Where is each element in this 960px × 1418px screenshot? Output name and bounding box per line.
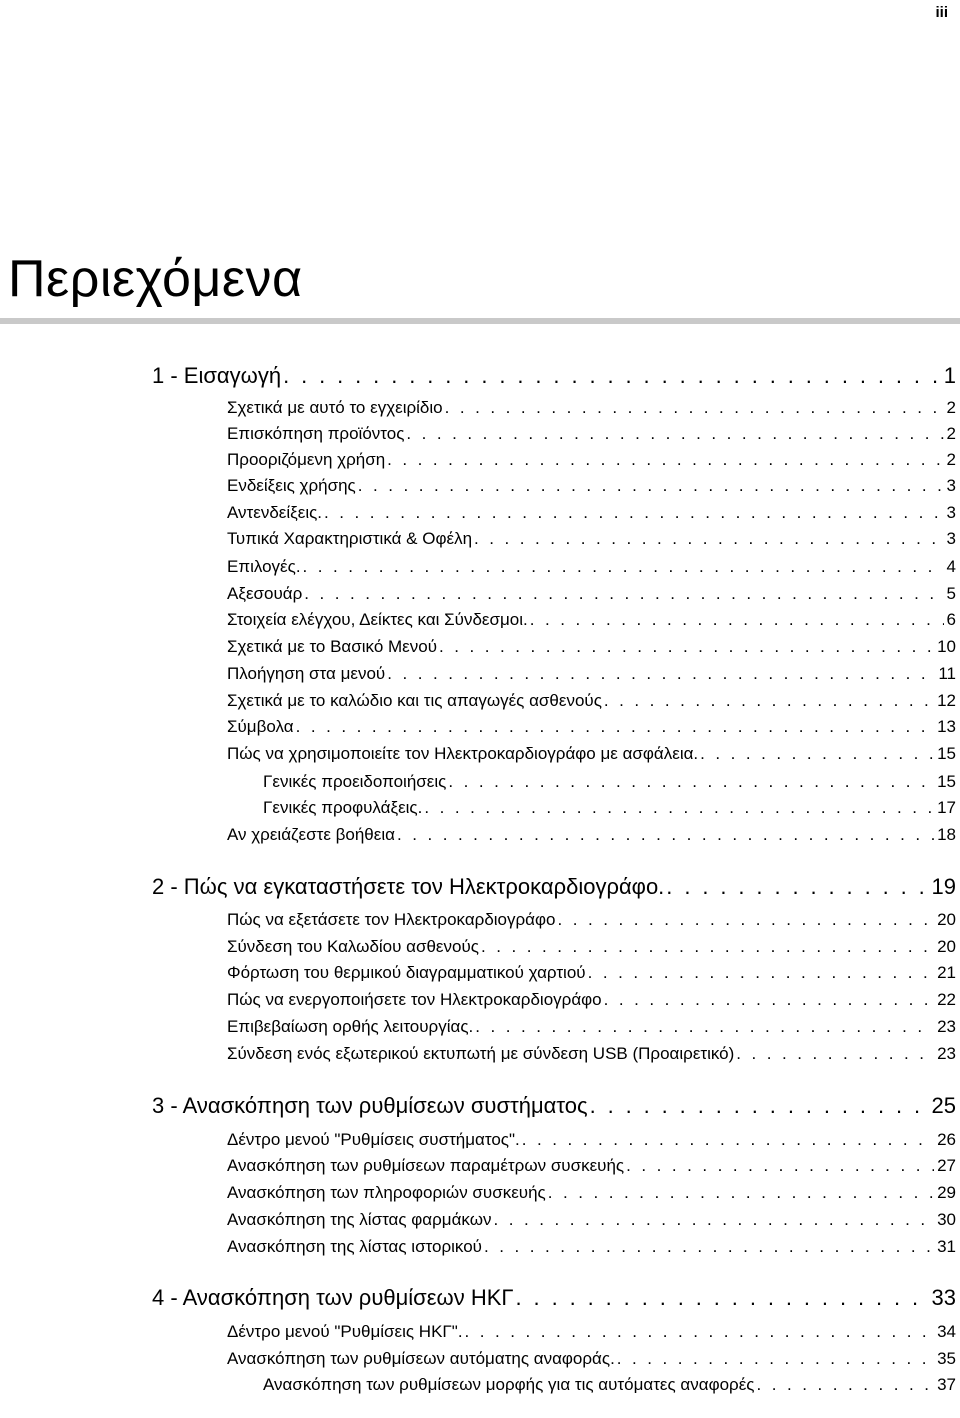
toc-entry[interactable] — [227, 1347, 960, 1371]
toc-entry-page: 12 — [937, 691, 956, 710]
toc-entry-label: Ανασκόπηση των ρυθμίσεων αυτόματης αναφοράς. — [227, 1349, 615, 1368]
toc-entry-label: Σύμβολα — [227, 717, 294, 736]
toc-entry-page: 37 — [937, 1375, 956, 1394]
toc-dot-leader — [406, 422, 943, 446]
toc-entry-label: Πλοήγηση στα μενού — [227, 664, 386, 683]
toc-entry-page: 17 — [937, 798, 956, 817]
toc-dot-leader — [304, 582, 943, 606]
toc-dot-leader — [424, 796, 934, 820]
toc-entry-page: 35 — [937, 1349, 956, 1368]
toc-entry[interactable] — [263, 796, 960, 820]
toc-entry[interactable] — [227, 501, 960, 525]
toc-dot-leader — [448, 770, 934, 794]
toc-entry[interactable] — [227, 396, 960, 420]
toc-entry-label: 1 - Εισαγωγή — [152, 363, 282, 388]
toc-entry[interactable] — [227, 608, 960, 632]
toc-entry[interactable] — [227, 1154, 960, 1178]
toc-entry-label: Σχετικά με το Βασικό Μενού — [227, 637, 437, 656]
toc-entry[interactable] — [227, 1235, 960, 1259]
toc-dot-leader — [530, 608, 944, 632]
toc-entry-page: 3 — [946, 503, 956, 522]
toc-entry[interactable] — [263, 770, 960, 794]
toc-entry-label: Επισκόπηση προϊόντος — [227, 424, 405, 443]
toc-entry-page: 23 — [937, 1044, 956, 1063]
toc-chapter-entry[interactable] — [152, 362, 960, 390]
toc-entry-label: Φόρτωση του θερμικού διαγραμματικού χαρτιού — [227, 963, 586, 982]
toc-entry[interactable] — [227, 823, 960, 847]
toc-entry-label: Γενικές προειδοποιήσεις — [263, 772, 447, 791]
toc-entry-label: Σύνδεση ενός εξωτερικού εκτυπωτή με σύνδεση USB (Προαιρετικό) — [227, 1044, 735, 1063]
toc-dot-leader — [484, 1235, 934, 1259]
toc-entry[interactable] — [227, 1015, 960, 1039]
toc-entry-label: Αντενδείξεις. — [227, 503, 323, 522]
toc-entry[interactable] — [227, 742, 960, 766]
toc-entry[interactable] — [227, 527, 960, 551]
toc-entry-page: 27 — [937, 1156, 956, 1175]
toc-dot-leader — [548, 1181, 934, 1205]
toc-entry-page: 2 — [946, 398, 956, 417]
toc-entry[interactable] — [227, 448, 960, 472]
toc-entry-page: 18 — [937, 825, 956, 844]
toc-entry-label: Επιβεβαίωση ορθής λειτουργίας. — [227, 1017, 474, 1036]
toc-dot-leader — [303, 555, 944, 579]
toc-entry-label: Γενικές προφυλάξεις. — [263, 798, 423, 817]
toc-entry[interactable] — [227, 715, 960, 739]
toc-dot-leader — [558, 908, 935, 932]
toc-dot-leader — [588, 961, 935, 985]
toc-dot-leader — [666, 873, 928, 901]
toc-entry[interactable] — [227, 555, 960, 579]
toc-entry-label: Πώς να ενεργοποιήσετε τον Ηλεκτροκαρδιογράφο — [227, 990, 602, 1009]
toc-dot-leader — [474, 527, 944, 551]
toc-entry-page: 34 — [937, 1322, 956, 1341]
toc-dot-leader — [604, 988, 934, 1012]
toc-entry-label: 3 - Ανασκόπηση των ρυθμίσεων συστήματος — [152, 1093, 588, 1118]
toc-entry-label: Πώς να χρησιμοποιείτε τον Ηλεκτροκαρδιογράφο με ασφάλεια. — [227, 744, 699, 763]
toc-entry-page: 20 — [937, 937, 956, 956]
toc-dot-leader — [617, 1347, 934, 1371]
toc-entry-label: Τυπικά Χαρακτηριστικά & Οφέλη — [227, 529, 473, 548]
toc-entry-label: Σύνδεση του Καλωδίου ασθενούς — [227, 937, 479, 956]
toc-entry-page: 30 — [937, 1210, 956, 1229]
toc-entry-page: 15 — [937, 744, 956, 763]
toc-dot-leader — [481, 935, 934, 959]
toc-entry[interactable] — [227, 582, 960, 606]
toc-entry-label: Ανασκόπηση της λίστας ιστορικού — [227, 1237, 482, 1256]
toc-dot-leader — [445, 396, 944, 420]
toc-dot-leader — [700, 742, 934, 766]
toc-dot-leader — [757, 1373, 935, 1397]
toc-entry-page: 31 — [937, 1237, 956, 1256]
toc-entry-page: 4 — [946, 557, 956, 576]
toc-entry-label: Δέντρο μενού "Ρυθμίσεις ΗΚΓ". — [227, 1322, 463, 1341]
toc-entry[interactable] — [227, 1042, 960, 1066]
toc-dot-leader — [516, 1284, 929, 1312]
toc-entry-label: Επιλογές. — [227, 557, 301, 576]
toc-entry-label: Ανασκόπηση της λίστας φαρμάκων — [227, 1210, 492, 1229]
toc-dot-leader — [590, 1092, 929, 1120]
toc-entry[interactable] — [227, 961, 960, 985]
toc-chapter-entry[interactable] — [152, 1284, 960, 1312]
toc-entry-label: Αξεσουάρ — [227, 584, 303, 603]
toc-entry[interactable] — [227, 988, 960, 1012]
toc-dot-leader — [494, 1208, 935, 1232]
toc-dot-leader — [387, 662, 935, 686]
toc-entry-page: 23 — [937, 1017, 956, 1036]
toc-entry-page: 19 — [931, 874, 956, 899]
toc-entry-label: Δέντρο μενού "Ρυθμίσεις συστήματος". — [227, 1130, 520, 1149]
toc-entry[interactable] — [227, 689, 960, 713]
toc-chapter-entry[interactable] — [152, 873, 960, 901]
toc-entry-page: 3 — [946, 529, 956, 548]
toc-entry[interactable] — [227, 1320, 960, 1344]
toc-entry[interactable] — [227, 935, 960, 959]
toc-entry-page: 15 — [937, 772, 956, 791]
toc-entry-label: Ανασκόπηση των πληροφοριών συσκευής — [227, 1183, 546, 1202]
toc-dot-leader — [283, 362, 941, 390]
toc-entry[interactable] — [227, 474, 960, 498]
toc-dot-leader — [475, 1015, 934, 1039]
toc-entry-page: 2 — [946, 450, 956, 469]
toc-entry-label: Αν χρειάζεστε βοήθεια — [227, 825, 395, 844]
toc-entry-page: 3 — [946, 476, 956, 495]
toc-dot-leader — [324, 501, 944, 525]
toc-entry-page: 6 — [946, 610, 956, 629]
page-number: iii — [935, 4, 948, 21]
toc-dot-leader — [626, 1154, 934, 1178]
toc-entry[interactable] — [227, 662, 960, 686]
toc-entry-label: Σχετικά με το καλώδιο και τις απαγωγές ασθενούς — [227, 691, 602, 710]
toc-entry-page: 33 — [931, 1285, 956, 1310]
page-title: Περιεχόμενα — [8, 250, 303, 308]
toc-entry-page: 25 — [931, 1093, 956, 1118]
toc-dot-leader — [736, 1042, 934, 1066]
toc-entry-page: 2 — [946, 424, 956, 443]
toc-entry-label: Ανασκόπηση των ρυθμίσεων μορφής για τις αυτόματες αναφορές — [263, 1375, 755, 1394]
toc-dot-leader — [439, 635, 934, 659]
toc-entry-label: 4 - Ανασκόπηση των ρυθμίσεων ΗΚΓ — [152, 1285, 514, 1310]
toc-dot-leader — [604, 689, 934, 713]
toc-entry-label: Πώς να εξετάσετε τον Ηλεκτροκαρδιογράφο — [227, 910, 556, 929]
toc-entry[interactable] — [227, 635, 960, 659]
toc-entry[interactable] — [227, 1181, 960, 1205]
toc-dot-leader — [387, 448, 943, 472]
toc-dot-leader — [296, 715, 934, 739]
toc-entry[interactable] — [227, 1208, 960, 1232]
toc-entry-page: 26 — [937, 1130, 956, 1149]
title-rule — [0, 318, 960, 324]
toc-entry-page: 10 — [937, 637, 956, 656]
toc-dot-leader — [397, 823, 934, 847]
toc-entry-page: 11 — [938, 664, 956, 683]
toc-entry[interactable] — [227, 422, 960, 446]
toc-entry-page: 20 — [937, 910, 956, 929]
toc-entry[interactable] — [263, 1373, 960, 1397]
toc-entry-label: Σχετικά με αυτό το εγχειρίδιο — [227, 398, 443, 417]
toc-entry-page: 1 — [943, 363, 956, 388]
toc-entry[interactable] — [227, 908, 960, 932]
toc-entry-page: 13 — [937, 717, 956, 736]
toc-entry-page: 21 — [937, 963, 956, 982]
toc-entry-label: Στοιχεία ελέγχου, Δείκτες και Σύνδεσμοι. — [227, 610, 528, 629]
toc-entry-label: Ενδείξεις χρήσης — [227, 476, 356, 495]
toc-dot-leader — [358, 474, 944, 498]
toc-chapter-entry[interactable] — [152, 1092, 960, 1120]
toc-entry-page: 29 — [937, 1183, 956, 1202]
toc-dot-leader — [522, 1128, 934, 1152]
toc-entry-label: 2 - Πώς να εγκαταστήσετε τον Ηλεκτροκαρδιογράφο. — [152, 874, 665, 899]
toc-entry-label: Προοριζόμενη χρήση — [227, 450, 386, 469]
toc-entry-label: Ανασκόπηση των ρυθμίσεων παραμέτρων συσκευής — [227, 1156, 625, 1175]
toc-entry-page: 5 — [946, 584, 956, 603]
toc-dot-leader — [465, 1320, 935, 1344]
toc-entry-page: 22 — [937, 990, 956, 1009]
toc-entry[interactable] — [227, 1128, 960, 1152]
